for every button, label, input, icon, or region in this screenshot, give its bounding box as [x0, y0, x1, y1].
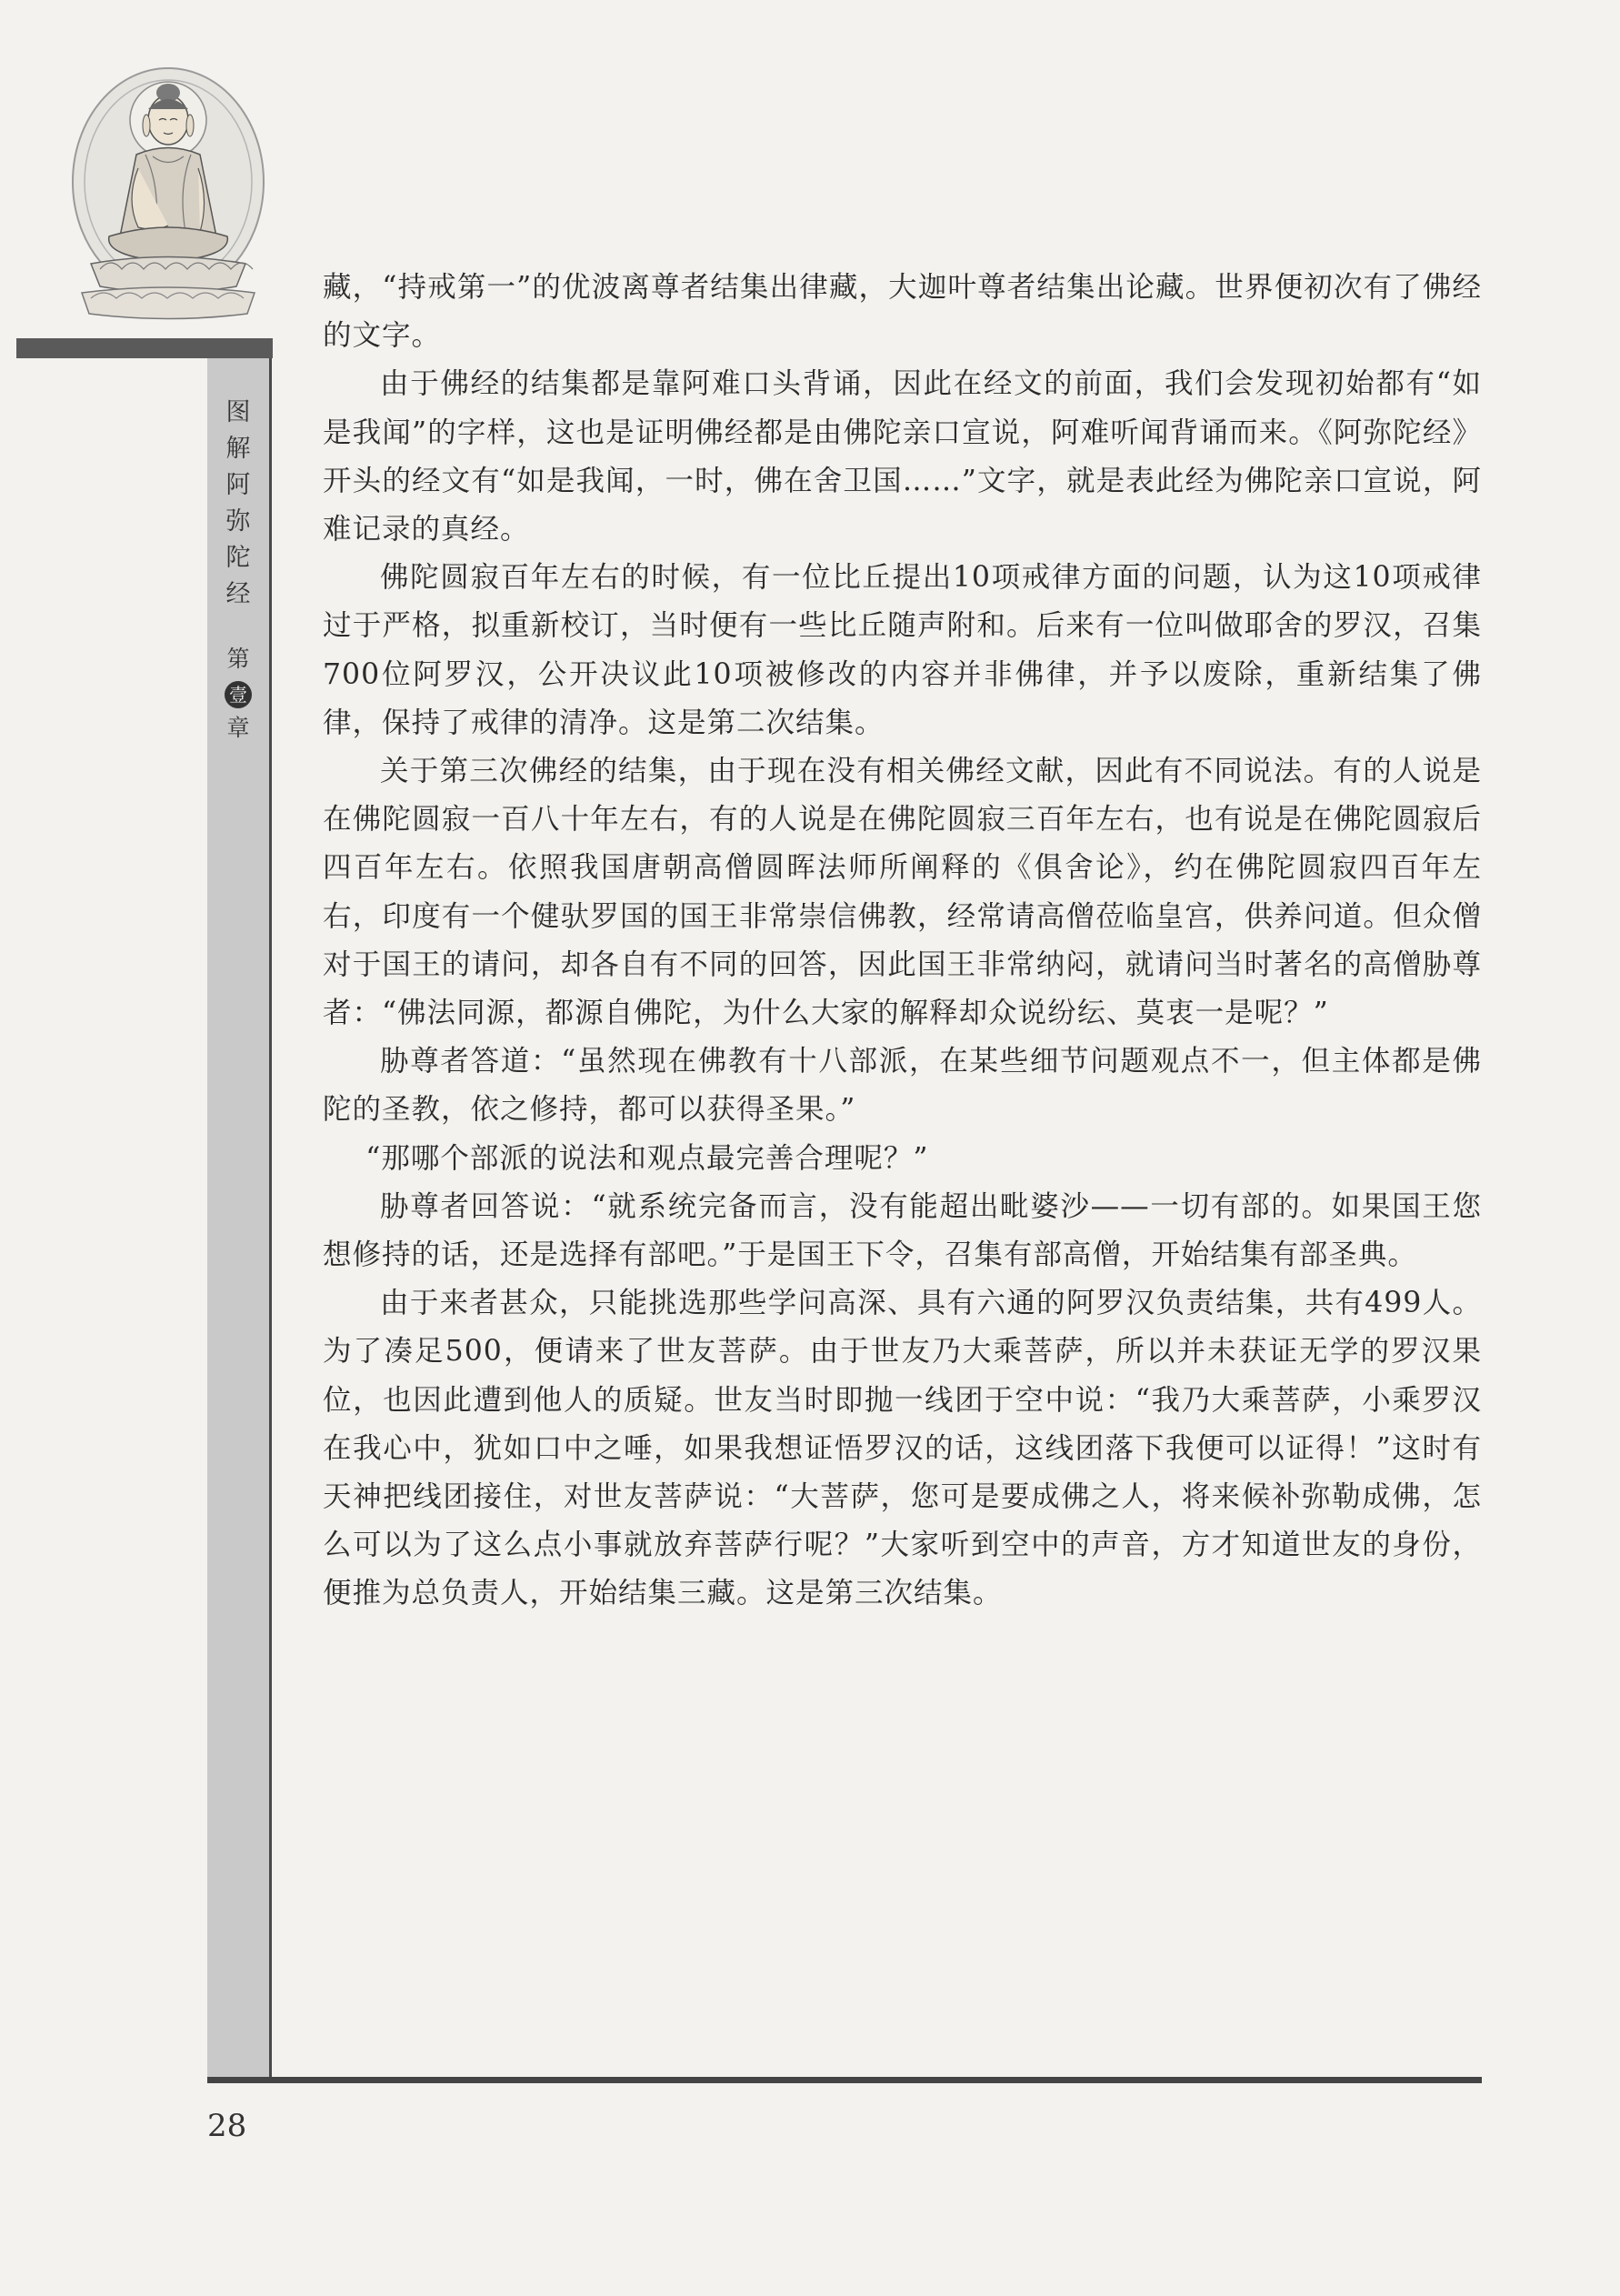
title-char: 解 [225, 435, 251, 463]
chapter-number-badge: 壹 [225, 681, 252, 708]
title-char: 经 [225, 580, 251, 608]
buddha-illustration [55, 55, 282, 327]
bottom-rule [207, 2077, 1482, 2083]
paragraph: 佛陀圆寂百年左右的时候，有一位比丘提出10项戒律方面的问题，认为这10项戒律过于严格，拟重新校订，当时便有一些比丘随声附和。后来有一位叫做耶舍的罗汉，召集700位阿罗汉，公开决议此10项被修改的内容并非佛律，并予以废除，重新结集了佛律，保持了戒律的清净。这是第二次结集。 [323, 561, 1482, 739]
paragraph: 由于来者甚众，只能挑选那些学问高深、具有六通的阿罗汉负责结集，共有499人。为了凑足500，便请来了世友菩萨。由于世友乃大乘菩萨，所以并未获证无学的罗汉果位，也因此遭到他人的质疑。世友当时即抛一线团于空中说：“我乃大乘菩萨，小乘罗汉在我心中，犹如口中之唾，如果我想证悟罗汉的话，这线团落下我便可以证得！”这时有天神把线团接住，对世友菩萨说：“大菩萨，您可是要成佛之人，将来候补弥勒成佛，怎么可以为了这么点小事就放弃菩萨行呢？”大家听到空中的声音，方才知道世友的身份，便推为总负责人，开始结集三藏。这是第三次结集。 [323, 1287, 1482, 1610]
paragraph: 关于第三次佛经的结集，由于现在没有相关佛经文献，因此有不同说法。有的人说是在佛陀圆寂一百八十年左右，有的人说是在佛陀圆寂三百年左右，也有说是在佛陀圆寂后四百年左右。依照我国唐朝高僧圆晖法师所阐释的《俱舍论》，约在佛陀圆寂四百年左右，印度有一个健驮罗国的国王非常崇信佛教，经常请高僧莅临皇宫，供养问道。但众僧对于国王的请问，却各自有不同的回答，因此国王非常纳闷，就请问当时著名的高僧胁尊者：“佛法同源，都源自佛陀，为什么大家的解释却众说纷纭、莫衷一是呢？” [323, 755, 1482, 1030]
paragraph: 胁尊者回答说：“就系统完备而言，没有能超出毗婆沙——一切有部的。如果国王您想修持的话，还是选择有部吧。”于是国王下令，召集有部高僧，开始结集有部圣典。 [323, 1189, 1482, 1272]
top-rule [16, 338, 273, 358]
title-char: 图 [225, 398, 251, 426]
title-char: 陀 [225, 544, 251, 572]
chapter-suffix: 章 [226, 715, 250, 741]
book-title-vertical [207, 395, 269, 613]
page-number: 28 [207, 2108, 247, 2144]
chapter-label [207, 642, 269, 746]
paragraph: 由于佛经的结集都是靠阿难口头背诵，因此在经文的前面，我们会发现初始都有“如是我闻”的字样，这也是证明佛经都是由佛陀亲口宣说，阿难听闻背诵而来。《阿弥陀经》开头的经文有“如是我闻，一时，佛在舍卫国……”文字，就是表此经为佛陀亲口宣说，阿难记录的真经。 [323, 367, 1482, 546]
chapter-prefix: 第 [226, 646, 250, 672]
paragraph: 藏，“持戒第一”的优波离尊者结集出律藏，大迦叶尊者结集出论藏。世界便初次有了佛经的文字。 [323, 271, 1482, 353]
paragraph: “那哪个部派的说法和观点最完善合理呢？” [365, 1141, 929, 1175]
title-char: 弥 [225, 507, 251, 536]
title-char: 阿 [225, 471, 251, 499]
chapter-sidebar [207, 358, 272, 2077]
body-text [323, 264, 1482, 1619]
paragraph: 胁尊者答道：“虽然现在佛教有十八部派，在某些细节问题观点不一，但主体都是佛陀的圣教，依之修持，都可以获得圣果。” [323, 1045, 1482, 1127]
